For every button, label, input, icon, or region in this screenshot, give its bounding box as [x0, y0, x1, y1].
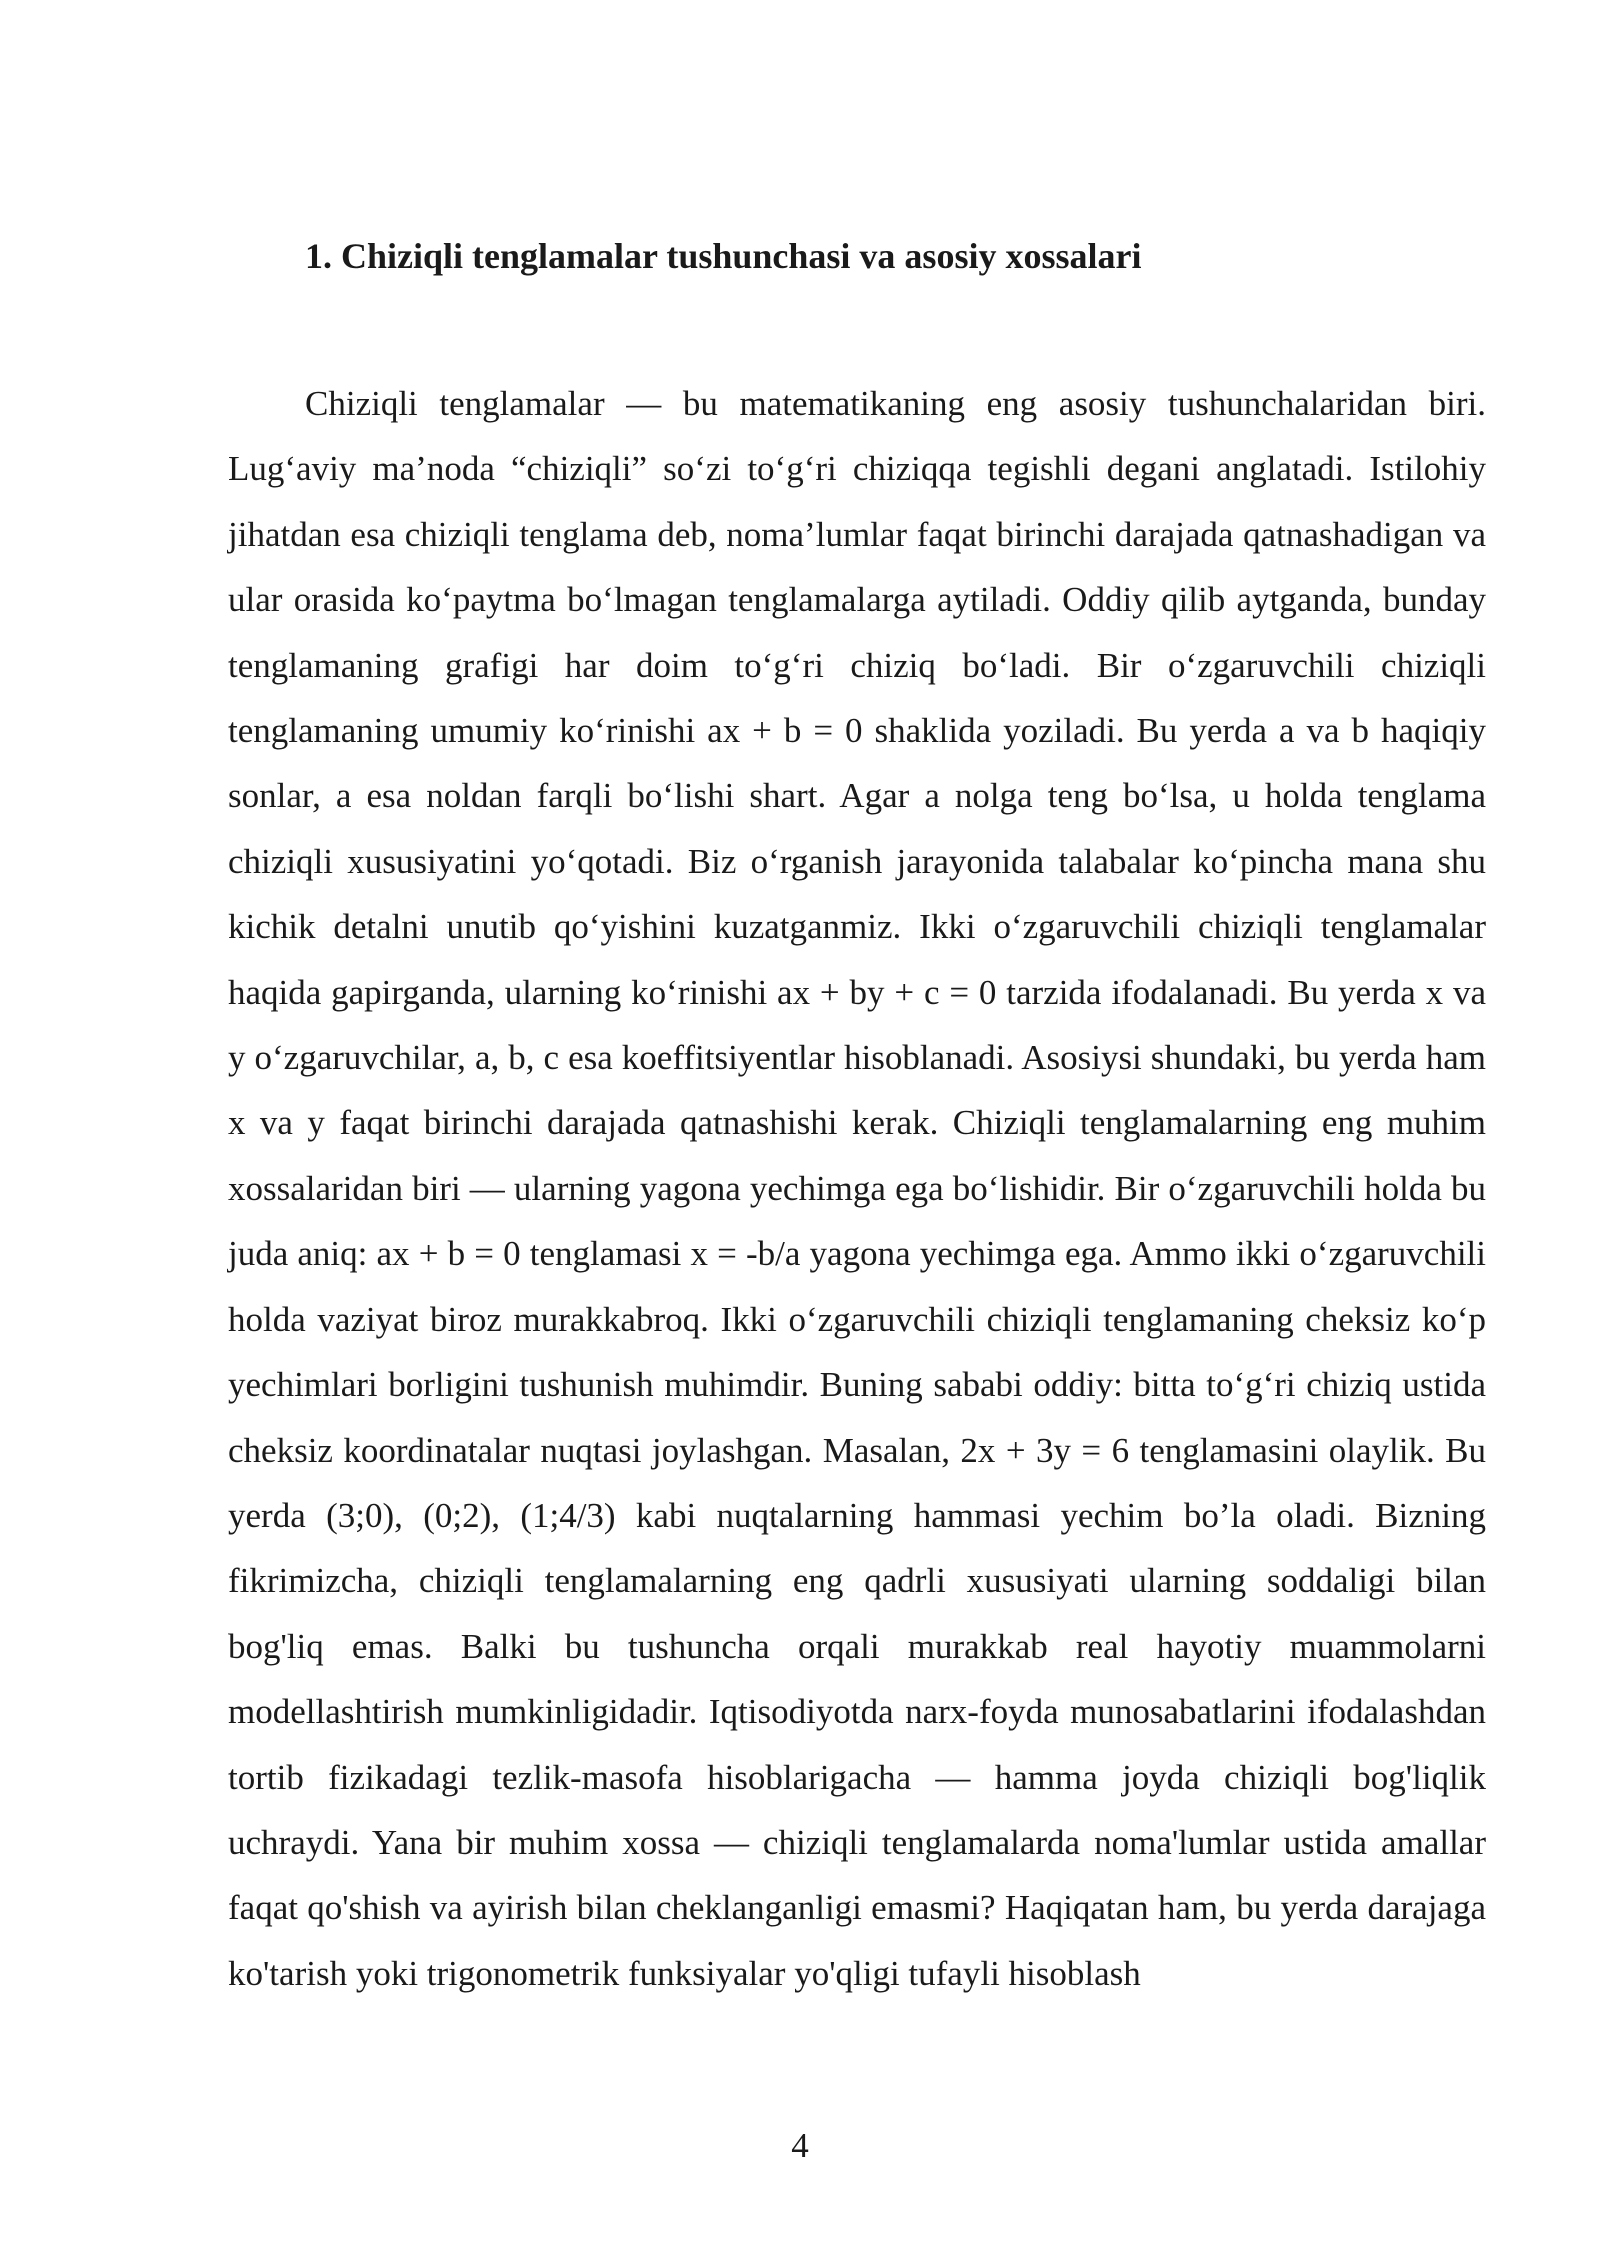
body-paragraph: Chiziqli tenglamalar — bu matematikaning eng asosiy tushunchalaridan biri. Lug‘aviy ma’noda “chiziqli” so‘zi to‘g‘ri chiziqqa tegishli degani anglatadi. Istilohiy jihatdan esa chiziqli tenglama deb, noma’lumlar faqat birinchi darajada qatnashadigan va ular orasida ko‘paytma bo‘lmagan tenglamalarga aytiladi. Oddiy qilib aytganda, bunday tenglamaning grafigi har doim to‘g‘ri chiziq bo‘ladi. Bir o‘zgaruvchili chiziqli tenglamaning umumiy ko‘rinishi ax + b = 0 shaklida yoziladi. Bu yerda a va b haqiqiy sonlar, a esa noldan farqli bo‘lishi shart. Agar a nolga teng bo‘lsa, u holda tenglama chiziqli xususiyatini yo‘qotadi. Biz o‘rganish jarayonida talabalar ko‘pincha mana shu kichik detalni unutib qo‘yishini kuzatganmiz. Ikki o‘zgaruvchili chiziqli tenglamalar haqida gapirganda, ularning ko‘rinishi ax + by + c = 0 tarzida ifodalanadi. Bu yerda x va y o‘zgaruvchilar, a, b, c esa koeffitsiyentlar hisoblanadi. Asosiysi shundaki, bu yerda ham x va y faqat birinchi darajada qatnashishi kerak. Chiziqli tenglamalarning eng muhim xossalaridan biri — ularning yagona yechimga ega bo‘lishidir. Bir o‘zgaruvchili holda bu juda aniq: ax + b = 0 tenglamasi x = -b/a yagona yechimga ega. Ammo ikki o‘zgaruvchili holda vaziyat biroz murakkabroq. Ikki o‘zgaruvchili chiziqli tenglamaning cheksiz ko‘p yechimlari borligini tushunish muhimdir. Buning sababi oddiy: bitta to‘g‘ri chiziq ustida cheksiz koordinatalar nuqtasi joylashgan. Masalan, 2x + 3y = 6 tenglamasini olaylik. Bu yerda (3;0), (0;2), (1;4/3) kabi nuqtalarning hammasi yechim bo’la oladi. Bizning fikrimizcha, chiziqli tenglamalarning eng qadrli xususiyati ularning soddaligi bilan bog'liq emas. Balki bu tushuncha orqali murakkab real hayotiy muammolarni modellashtirish mumkinligidadir. Iqtisodiyotda narx-foyda munosabatlarini ifodalashdan tortib fizikadagi tezlik-masofa hisoblarigacha — hamma joyda chiziqli bog'liqlik uchraydi. Yana bir muhim xossa — chiziqli tenglamalarda noma'lumlar ustida amallar faqat qo'shish va ayirish bilan cheklanganligi emasmi? Haqiqatan ham, bu yerda darajaga ko'tarish yoki trigonometrik funksiyalar yo'qligi tufayli hisoblash — [228, 384, 1486, 1993]
section-heading: 1. Chiziqli tenglamalar tushunchasi va asosiy xossalari — [305, 236, 1142, 276]
page-number: 4 — [791, 2126, 809, 2165]
